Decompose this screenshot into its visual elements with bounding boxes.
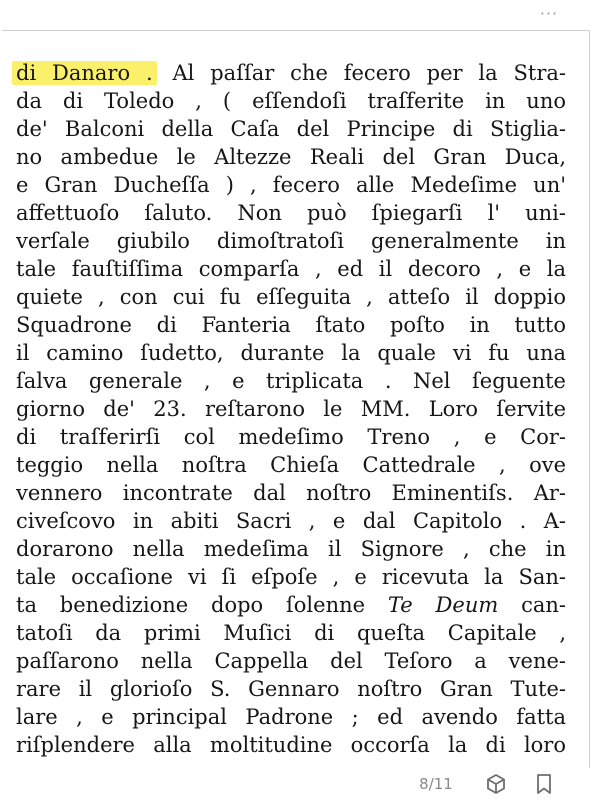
text-line: verſale giubilo dimoſtratoſi generalmente in [16,229,566,253]
text-line: Squadrone di Fanteria ſtato poſto in tutto [16,313,566,337]
text-line: teggio nella noſtra Chieſa Cattedrale , ove [16,453,566,477]
highlighted-text[interactable]: di Danaro . [12,61,157,85]
text-line: da di Toledo , ( eſſendoſi traſferite in uno [16,89,566,113]
text-line: ta benedizione dopo ſolenne Te Deum can- [16,593,567,617]
text-line: paſſarono nella Cappella del Teſoro a vene- [16,649,566,673]
text-line: vennero incontrate dal noſtro Eminentiſs. Ar- [16,481,566,505]
bookmark-icon[interactable] [532,772,556,796]
text-line: affettuoſo ſaluto. Non può ſpiegarſi l' uni- [16,201,566,225]
text-line: e Gran Ducheſſa ) , fecero alle Medeſime un' [16,173,566,197]
text-line: dorarono nella medeſima il Signore , che in [16,537,566,561]
text-line: civeſcovo in abiti Sacri , e dal Capitolo . A- [16,509,566,533]
text-line: de' Balconi della Caſa del Principe di Stiglia- [16,117,566,141]
top-toolbar [0,0,592,30]
page-text [16,59,566,759]
cube-icon[interactable] [484,772,508,796]
text-line: riſplendere alla moltitudine occorſa la di loro [16,733,566,757]
text-line: tale occaſione vi ſi eſpoſe , e ricevuta la San- [16,565,566,589]
text-line: no ambedue le Altezze Reali del Gran Duca, [16,145,566,169]
text-line: lare , e principal Padrone ; ed avendo fatta [16,705,566,729]
more-horizontal-icon[interactable]: ··· [539,4,559,23]
italic-phrase: Te Deum [387,593,499,617]
text-line: rare il glorioſo S. Gennaro noſtro Gran Tute- [16,677,566,701]
text-line: il camino ſudetto, durante la quale vi fu una [16,341,566,365]
text-line: ſalva generale , e triplicata . Nel ſeguente [16,369,566,393]
text-line: quiete , con cui fu eſſeguita , atteſo il doppio [16,285,566,309]
page-view[interactable] [2,30,590,768]
bottom-toolbar [0,768,592,800]
text-line: di Danaro . Al paſſar che fecero per la Stra- [16,59,566,87]
text-line: di traſferirſi col medeſimo Treno , e Cor- [16,425,566,449]
text-line: tatoſi da primi Muſici di queſta Capitale , [16,621,566,645]
text-line: giorno de' 23. reſtarono le MM. Loro ſervite [16,397,566,421]
page-indicator: 8/11 [419,775,453,793]
text-line: tale fauſtiſſima comparſa , ed il decoro , e la [16,257,566,281]
